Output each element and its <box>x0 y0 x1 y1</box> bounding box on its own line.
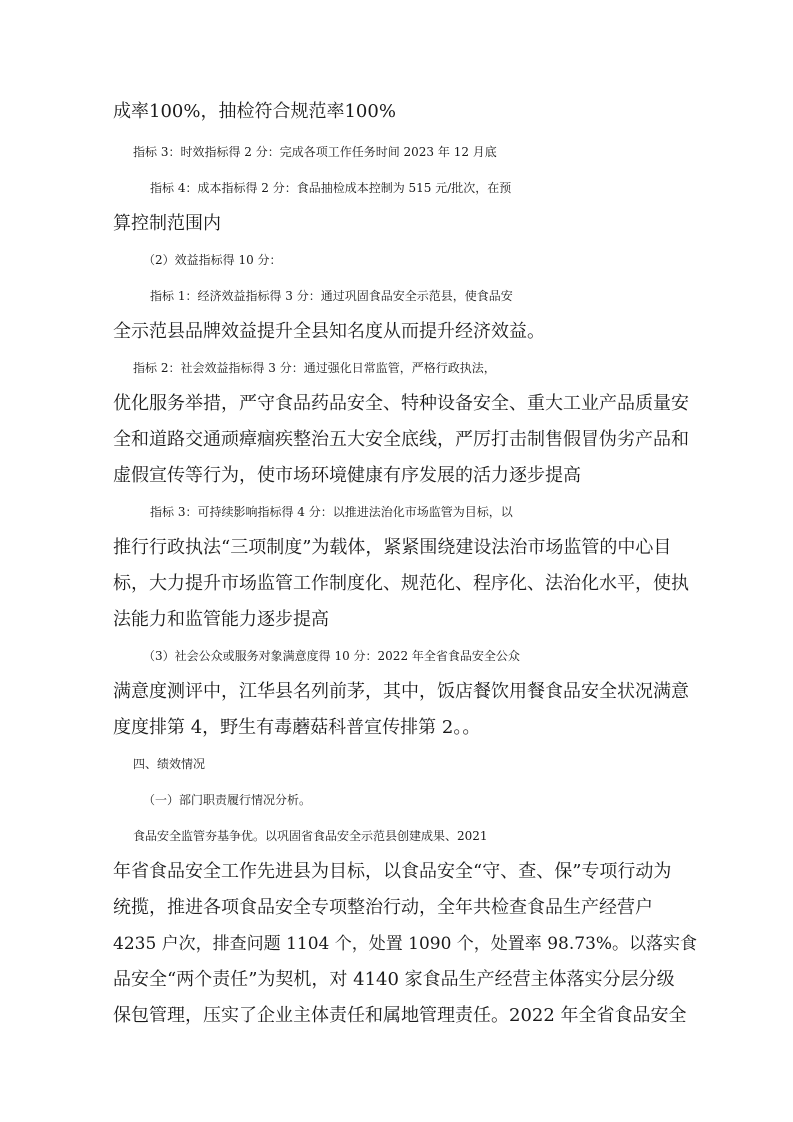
text-line-3: 指标 4：成本指标得 2 分：食品抽检成本控制为 515 元/批次，在预 <box>150 181 512 195</box>
text-line-11: 虚假宣传等行为，使市场环境健康有序发展的活力逐步提高 <box>113 465 581 486</box>
text-line-24: 4235 户次，排查问题 1104 个，处置 1090 个，处置率 98.73%。以落实食 <box>113 934 698 954</box>
text-line-16: （3）社会公众或服务对象满意度得 10 分：2022 年全省食品安全公众 <box>143 649 520 663</box>
text-line-6: 指标 1：经济效益指标得 3 分：通过巩固食品安全示范县，使食品安 <box>150 289 513 303</box>
text-line-8: 指标 2：社会效益指标得 3 分：通过强化日常监管，严格行政执法， <box>133 361 496 375</box>
section-heading: 四、绩效情况 <box>133 757 206 771</box>
text-line-10: 全和道路交通顽瘴痼疾整治五大安全底线，严厉打击制售假冒伪劣产品和 <box>113 429 689 450</box>
text-line-22: 年省食品安全工作先进县为目标，以食品安全“守、查、保”专项行动为 <box>113 861 672 882</box>
text-line-4: 算控制范围内 <box>113 213 221 234</box>
text-line-26: 保包管理，压实了企业主体责任和属地管理责任。2022 年全省食品安全 <box>113 1005 687 1026</box>
subsection-heading: （一）部门职责履行情况分析。 <box>143 793 312 807</box>
text-line-17: 满意度测评中，江华县名列前茅，其中，饭店餐饮用餐食品安全状况满意 <box>113 681 689 702</box>
text-line-13: 推行行政执法“三项制度”为载体，紧紧围绕建设法治市场监管的中心目 <box>113 537 672 558</box>
text-line-12: 指标 3：可持续影响指标得 4 分：以推进法治化市场监管为目标，以 <box>150 505 513 519</box>
text-line-21: 食品安全监管夯基争优。以巩固省食品安全示范县创建成果、2021 <box>133 829 488 843</box>
text-line-9: 优化服务举措，严守食品药品安全、特种设备安全、重大工业产品质量安 <box>113 393 689 414</box>
text-line-25: 品安全“两个责任”为契机，对 4140 家食品生产经营主体落实分层分级 <box>113 969 675 990</box>
text-line-1: 成率100%，抽检符合规范率100% <box>113 101 396 122</box>
text-line-18: 度度排第 4，野生有毒蘑菇科普宣传排第 2。。 <box>113 717 481 738</box>
text-line-15: 法能力和监管能力逐步提高 <box>113 609 329 630</box>
text-line-23: 统揽，推进各项食品安全专项整治行动，全年共检查食品生产经营户 <box>113 897 653 918</box>
text-line-7: 全示范县品牌效益提升全县知名度从而提升经济效益。 <box>113 321 545 342</box>
text-line-14: 标，大力提升市场监管工作制度化、规范化、程序化、法治化水平，使执 <box>113 573 689 594</box>
text-line-2: 指标 3：时效指标得 2 分：完成各项工作任务时间 2023 年 12 月底 <box>133 145 497 159</box>
text-line-5: （2）效益指标得 10 分： <box>143 253 282 267</box>
